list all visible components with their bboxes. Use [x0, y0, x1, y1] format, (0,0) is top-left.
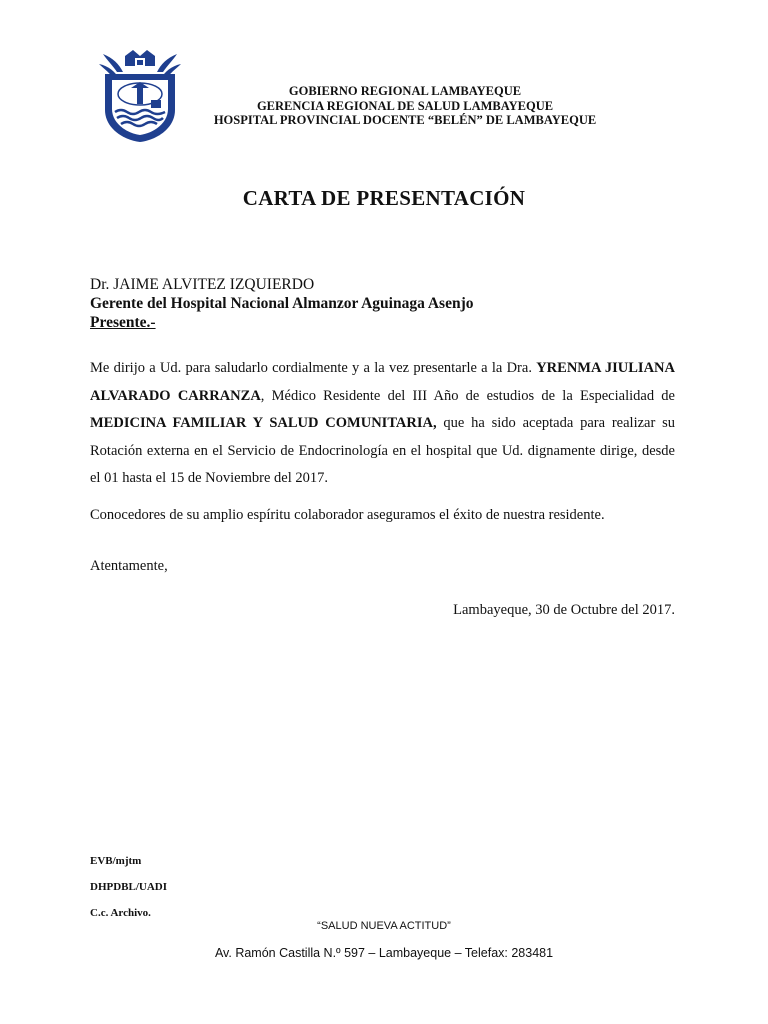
date-line: Lambayeque, 30 de Octubre del 2017. [453, 602, 675, 618]
regional-coat-of-arms-icon [95, 48, 185, 144]
page-title: CARTA DE PRESENTACIÓN [242, 186, 526, 210]
specialty-name: MEDICINA FAMILIAR Y SALUD COMUNITARIA, [90, 415, 437, 431]
reference-initials: EVB/mjtm [90, 855, 142, 867]
letterhead [190, 84, 620, 128]
recipient-role: Gerente del Hospital Nacional Almanzor Aguinaga Asenjo [90, 295, 474, 312]
body-text-1c: que ha sido aceptada para realizar su Rotación externa en el Servicio de Endocrinología en el hospital que Ud. dignamente dirige, desde el 01 hasta el 15 de Noviembre del 2017. [90, 415, 675, 486]
letterhead-management: GERENCIA REGIONAL DE SALUD LAMBAYEQUE [256, 98, 554, 113]
footer-motto: “SALUD NUEVA ACTITUD” [317, 920, 451, 932]
recipient-block [90, 275, 474, 332]
body-paragraph-2: Conocedores de su amplio espíritu colaborador aseguramos el éxito de nuestra residente. [90, 507, 605, 523]
resident-name: YRENMA JIULIANA ALVARADO CARRANZA [90, 360, 675, 404]
footer-address: Av. Ramón Castilla N.º 597 – Lambayeque – Telefax: 283481 [214, 946, 554, 960]
letterhead-government: GOBIERNO REGIONAL LAMBAYEQUE [288, 84, 522, 98]
body-paragraph-1 [90, 355, 675, 493]
recipient-name: Dr. JAIME ALVITEZ IZQUIERDO [90, 276, 315, 293]
reference-office: DHPDBL/UADI [90, 881, 168, 893]
reference-copy: C.c. Archivo. [90, 907, 151, 919]
body-text-1b: , Médico Residente del III Año de estudios de la Especialidad de [260, 387, 675, 404]
recipient-present: Presente.- [90, 314, 156, 331]
reference-codes [90, 848, 167, 926]
body-text-1a: Me dirijo a Ud. para saludarlo cordialmente y a la vez presentarle a la Dra. [90, 360, 537, 376]
closing: Atentamente, [90, 558, 168, 574]
letterhead-hospital: HOSPITAL PROVINCIAL DOCENTE “BELÉN” DE LAMBAYEQUE [213, 113, 597, 127]
